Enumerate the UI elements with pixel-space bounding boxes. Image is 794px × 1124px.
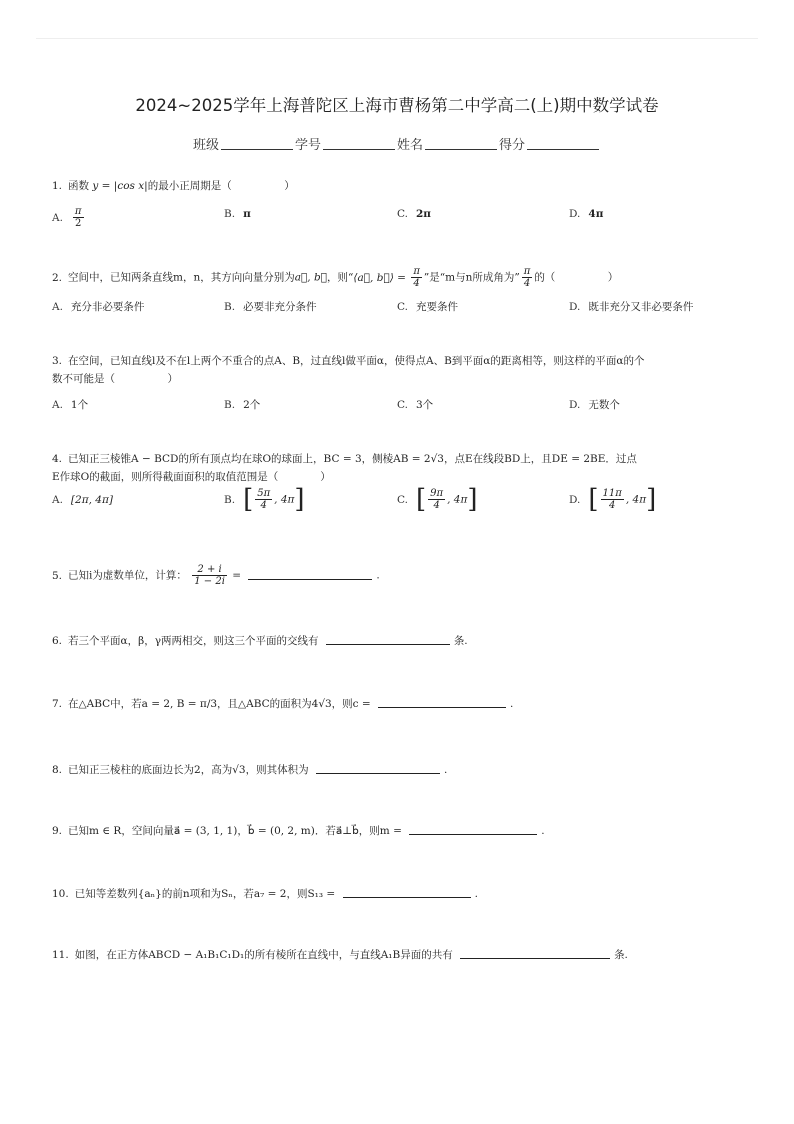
option-b[interactable]: B. 2个 bbox=[224, 399, 261, 411]
question-number: 7. bbox=[52, 698, 63, 710]
angle-expr-2: $\frac{\pi}{4}$ bbox=[523, 266, 531, 289]
question-text: 已知等差数列{aₙ}的前n项和为Sₙ，若a₇ = 2，则S₁₃ = bbox=[74, 888, 336, 900]
question-text: 如图，在正方体ABCD − A₁B₁C₁D₁的所有棱所在直线中，与直线A₁B异面的共有 bbox=[74, 949, 453, 961]
question-number: 8. bbox=[52, 764, 63, 776]
question-number: 2. bbox=[52, 271, 63, 284]
option-d[interactable]: D. [ $\frac{11\pi}{4}$ , 4π] bbox=[569, 484, 657, 515]
id-label: 学号 bbox=[294, 138, 321, 153]
question-9: 9. 已知m ∈ R，空间向量a⃗ = (3, 1, 1)，b⃗ = (0, 2, m)．若a⃗⊥b⃗，则m = . bbox=[52, 825, 545, 837]
question-1 bbox=[52, 177, 754, 195]
math-expr: a⃗, b⃗ bbox=[294, 271, 328, 284]
question-11: 11. 如图，在正方体ABCD − A₁B₁C₁D₁的所有棱所在直线中，与直线A₁B异面的共有 条. bbox=[52, 949, 628, 961]
question-text-tail: 的（ ） bbox=[534, 271, 619, 284]
option-d[interactable]: D. 4π bbox=[569, 208, 604, 220]
question-7: 7. 在△ABC中，若a = 2, B = π/3，且△ABC的面积为4√3，则c = . bbox=[52, 698, 514, 710]
question-number: 6. bbox=[52, 635, 63, 647]
question-4 bbox=[52, 450, 754, 486]
name-blank[interactable] bbox=[425, 137, 497, 150]
option-a[interactable]: A. [2π, 4π] bbox=[52, 494, 113, 506]
angle-expr: ⟨a⃗, b⃗⟩ = $\frac{\pi}{4}$ bbox=[353, 266, 420, 289]
question-text: 在空间，已知直线l及不在l上两个不重合的点A、B，过直线l做平面α，使得点A、B到平面α的距离相等，则这样的平面α的个 bbox=[68, 355, 645, 367]
option-b[interactable]: B. π bbox=[224, 208, 251, 220]
class-label: 班级 bbox=[192, 138, 219, 153]
question-text: 已知m ∈ R，空间向量a⃗ = (3, 1, 1)，b⃗ = (0, 2, m)．若a⃗⊥b⃗，则m = bbox=[68, 825, 402, 837]
question-5: 5. 已知i为虚数单位，计算： $\frac{2 + i}{1 - 2i}$ = . bbox=[52, 564, 380, 587]
option-a-value: $\frac{\pi}{2}$ bbox=[74, 206, 82, 229]
score-label: 得分 bbox=[499, 138, 526, 153]
question-number: 1. bbox=[52, 180, 63, 192]
question-2 bbox=[52, 266, 754, 289]
answer-blank[interactable] bbox=[343, 887, 471, 898]
math-fraction: $\frac{2 + i}{1 - 2i}$ bbox=[194, 564, 225, 587]
question-text: 已知正三棱锥A − BCD的所有顶点均在球O的球面上，BC = 3，侧棱AB = 2√3，点E在线段BD上，且DE = 2BE．过点 bbox=[68, 453, 637, 465]
question-3 bbox=[52, 352, 754, 388]
option-a[interactable]: A. 1个 bbox=[52, 399, 89, 411]
question-number: 5. bbox=[52, 569, 63, 582]
answer-blank[interactable] bbox=[326, 634, 450, 645]
question-text: 空间中，已知两条直线m，n，其方向向量分别为 bbox=[68, 271, 295, 284]
answer-blank[interactable] bbox=[409, 824, 537, 835]
name-label: 姓名 bbox=[397, 138, 424, 153]
question-text: 若三个平面α，β，γ两两相交，则这三个平面的交线有 bbox=[68, 635, 319, 647]
score-blank[interactable] bbox=[527, 137, 599, 150]
question-text-line-2: E作球O的截面，则所得截面面积的取值范围是（ ） bbox=[52, 471, 331, 483]
student-info-row bbox=[0, 134, 794, 153]
option-c[interactable]: C. 2π bbox=[397, 208, 431, 220]
option-c[interactable]: C. 3个 bbox=[397, 399, 434, 411]
question-text: 在△ABC中，若a = 2, B = π/3，且△ABC的面积为4√3，则c = bbox=[68, 698, 371, 710]
option-c[interactable]: C. [ $\frac{9\pi}{4}$ , 4π] bbox=[397, 484, 478, 515]
question-text-line-2: 数不可能是（ ） bbox=[52, 373, 178, 385]
answer-blank[interactable] bbox=[378, 697, 506, 708]
option-b[interactable]: B. 必要非充分条件 bbox=[224, 301, 317, 313]
option-a[interactable]: A. $\frac{\pi}{2}$ bbox=[52, 206, 82, 229]
class-blank[interactable] bbox=[221, 137, 293, 150]
question-text: ”是“m与n所成角为” bbox=[423, 271, 520, 284]
option-d[interactable]: D. 既非充分又非必要条件 bbox=[569, 301, 694, 313]
question-6: 6. 若三个平面α，β，γ两两相交，则这三个平面的交线有 条. bbox=[52, 635, 468, 647]
option-d[interactable]: D. 无数个 bbox=[569, 399, 620, 411]
id-blank[interactable] bbox=[323, 137, 395, 150]
question-10: 10. 已知等差数列{aₙ}的前n项和为Sₙ，若a₇ = 2，则S₁₃ = . bbox=[52, 888, 478, 900]
math-expr: y = |cos x| bbox=[92, 180, 148, 192]
answer-blank[interactable] bbox=[316, 763, 440, 774]
question-text: ，则“ bbox=[327, 271, 354, 284]
question-text-tail: 的最小正周期是（ ） bbox=[147, 180, 295, 192]
question-8: 8. 已知正三棱柱的底面边长为2，高为√3，则其体积为 . bbox=[52, 764, 448, 776]
question-number: 4. bbox=[52, 453, 63, 465]
top-rule bbox=[36, 38, 758, 39]
answer-blank[interactable] bbox=[248, 569, 372, 580]
question-number: 10. bbox=[52, 888, 69, 900]
question-number: 11. bbox=[52, 949, 69, 961]
question-number: 9. bbox=[52, 825, 63, 837]
option-a[interactable]: A. 充分非必要条件 bbox=[52, 301, 145, 313]
page-title: 2024~2025学年上海普陀区上海市曹杨第二中学高二(上)期中数学试卷 bbox=[135, 96, 659, 115]
question-text: 已知正三棱柱的底面边长为2，高为√3，则其体积为 bbox=[68, 764, 309, 776]
option-c[interactable]: C. 充要条件 bbox=[397, 301, 458, 313]
answer-blank[interactable] bbox=[460, 948, 610, 959]
question-text: 已知i为虚数单位，计算： bbox=[68, 569, 187, 582]
question-number: 3. bbox=[52, 355, 63, 367]
option-b[interactable]: B. [ $\frac{5\pi}{4}$ , 4π] bbox=[224, 484, 305, 515]
question-text: 函数 bbox=[68, 180, 90, 192]
